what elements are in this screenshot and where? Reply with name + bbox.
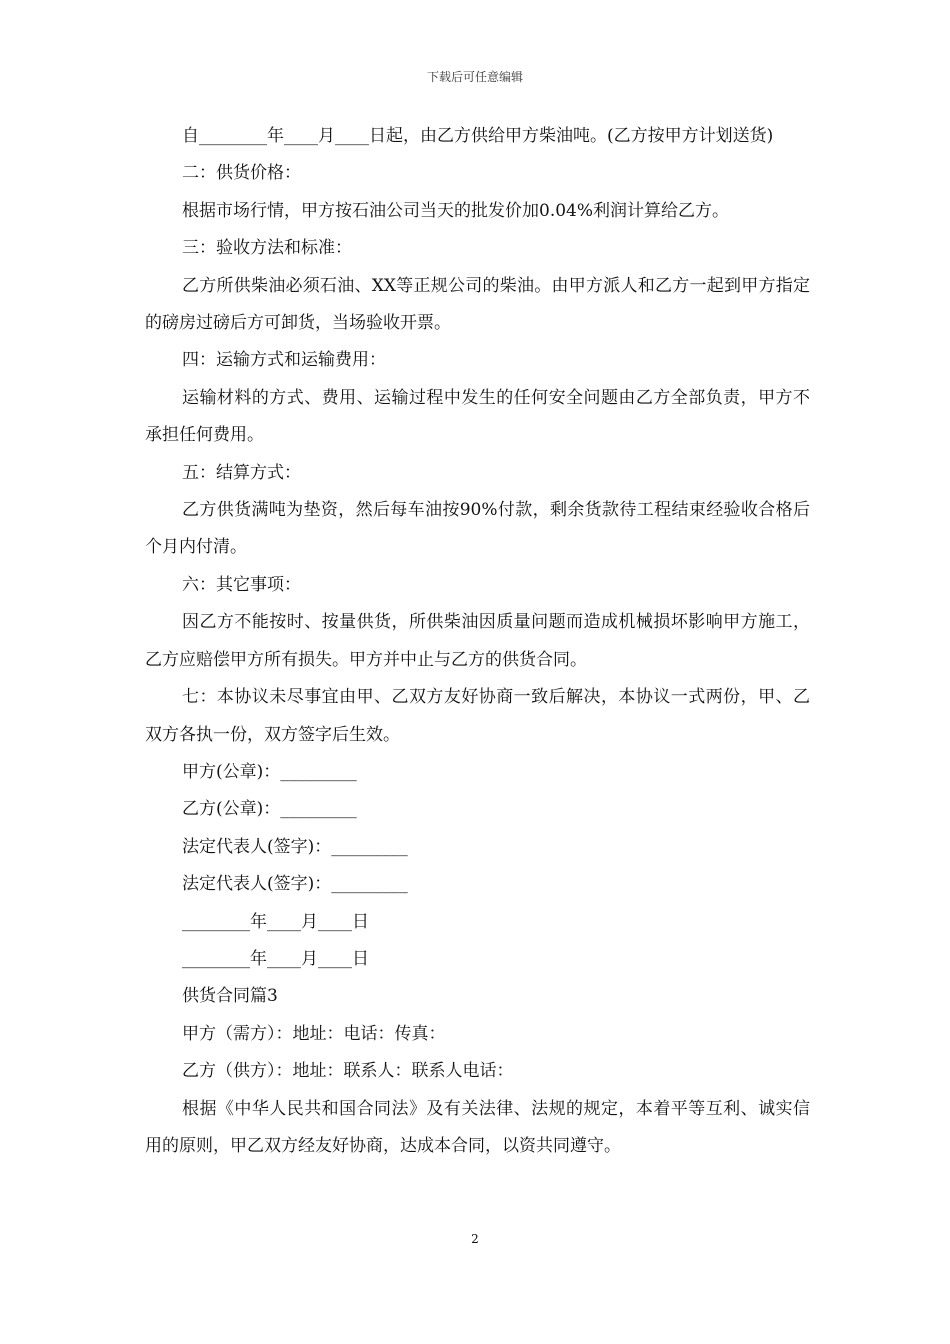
page-number: 2	[471, 1232, 479, 1246]
party-b-seal-line: 乙方(公章)：_________	[182, 799, 357, 820]
section-2-text: 根据市场行情，甲方按石油公司当天的批发价加0.04%利润计算给乙方。	[182, 200, 730, 221]
document-body	[145, 118, 810, 1165]
date-line-b: ________年____月____日	[182, 948, 369, 969]
section-7-text: 七：本协议未尽事宜由甲、乙双方友好协商一致后解决，本协议一式两份，甲、乙双方各执一份，双方签字后生效。	[145, 687, 810, 745]
section-6-title: 六：其它事项：	[182, 574, 301, 595]
party-a-info: 甲方（需方）：地址：电话：传真：	[182, 1023, 446, 1044]
section-5-title: 五：结算方式：	[182, 462, 301, 483]
section-4-title: 四：运输方式和运输费用：	[182, 350, 386, 371]
party-b-info: 乙方（供方）：地址：联系人：联系人电话：	[182, 1061, 514, 1082]
section-6-text: 因乙方不能按时、按量供货，所供柴油因质量问题而造成机械损坏影响甲方施工，乙方应赔偿甲方所有损失。甲方并中止与乙方的供货合同。	[145, 612, 810, 670]
section-2-title: 二：供货价格：	[182, 163, 301, 184]
legal-rep-a-signature-line: 法定代表人(签字)：_________	[182, 836, 408, 857]
section-4-text: 运输材料的方式、费用、运输过程中发生的任何安全问题由乙方全部负责，甲方不承担任何费用。	[145, 387, 810, 446]
contract-section-title: 供货合同篇3	[182, 986, 278, 1007]
contract-preamble: 根据《中华人民共和国合同法》及有关法律、法规的规定，本着平等互利、诚实信用的原则，甲乙双方经友好协商，达成本合同，以资共同遵守。	[145, 1098, 810, 1156]
date-line-a: ________年____月____日	[182, 911, 369, 932]
delivery-schedule-paragraph: 自________年____月____日起，由乙方供给甲方柴油吨。(乙方按甲方计划送货)	[182, 126, 774, 146]
legal-rep-b-signature-line: 法定代表人(签字)：_________	[182, 874, 408, 895]
page-header-note: 下载后可任意编辑	[426, 70, 523, 84]
party-a-seal-line: 甲方(公章)：_________	[182, 761, 357, 782]
section-3-text: 乙方所供柴油必须石油、XX等正规公司的柴油。由甲方派人和乙方一起到甲方指定的磅房过磅后方可卸货，当场验收开票。	[145, 275, 810, 334]
section-5-text: 乙方供货满吨为垫资，然后每车油按90%付款，剩余货款待工程结束经验收合格后个月内付清。	[145, 500, 810, 558]
section-3-title: 三：验收方法和标准：	[182, 238, 352, 259]
